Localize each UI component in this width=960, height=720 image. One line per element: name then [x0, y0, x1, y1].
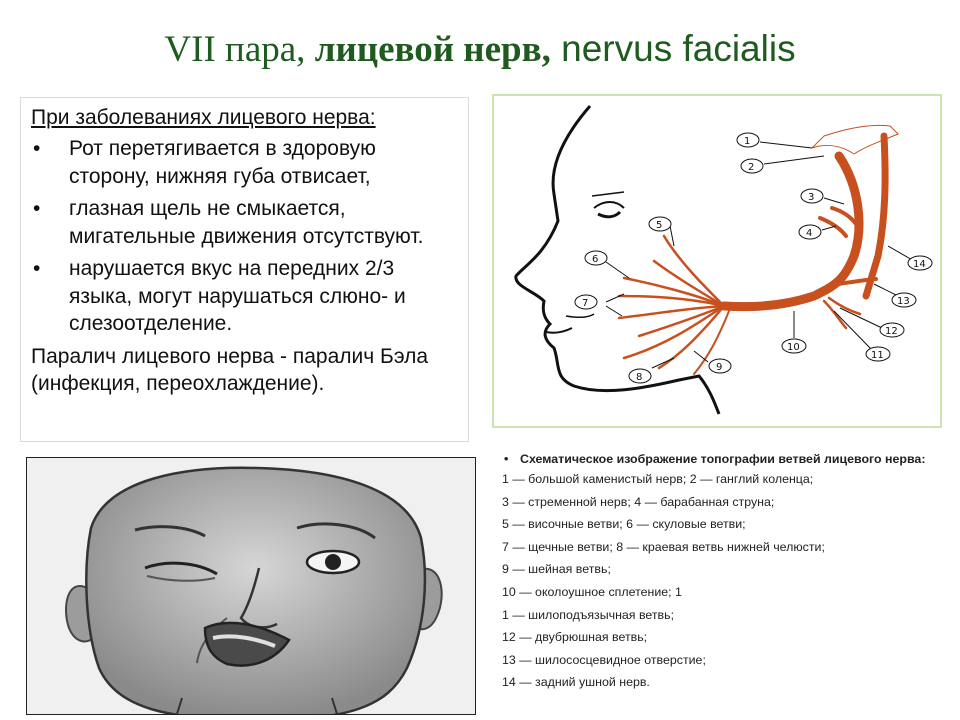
diagram-label-2: 2: [748, 162, 755, 173]
diagram-label-1: 1: [744, 136, 751, 147]
diagram-label-9: 9: [716, 362, 723, 373]
legend-line: 5 — височные ветви; 6 — скуловые ветви;: [502, 517, 746, 532]
legend-line: 9 — шейная ветвь;: [502, 562, 611, 577]
legend-caption: [502, 450, 952, 468]
bullet-icon: •: [33, 197, 41, 220]
bullet-icon: •: [33, 137, 41, 160]
title-part-russian: лицевой нерв,: [314, 29, 551, 70]
diagram-label-11: 11: [871, 350, 884, 361]
diagram-label-14: 14: [913, 259, 926, 270]
legend-line: 1 — большой каменистый нерв; 2 — ганглий коленца;: [502, 472, 814, 486]
facial-nerve-diagram: [492, 94, 942, 428]
symptoms-textbox: [20, 97, 469, 442]
leader-lines: [606, 142, 914, 368]
face-profile-outline: [516, 106, 719, 414]
symptom-item: [31, 135, 458, 190]
head-outline: [86, 468, 425, 714]
facial-nerve-svg: [494, 96, 940, 426]
slide-title: [0, 28, 960, 71]
symptom-item: [31, 195, 458, 250]
legend-line: 10 — околоушное сплетение; 1: [502, 584, 682, 599]
title-part-latin: nervus facialis: [550, 28, 796, 69]
diagram-label-4: 4: [806, 228, 813, 239]
face-mouth-line: [546, 328, 572, 333]
symptoms-list: [31, 135, 458, 338]
bullet-icon: •: [504, 452, 509, 466]
diagram-label-5: 5: [656, 220, 663, 231]
legend-line: 3 — стременной нерв; 4 — барабанная струна;: [502, 494, 775, 509]
bullet-icon: •: [33, 257, 41, 280]
legend-line: 14 — задний ушной нерв.: [502, 675, 650, 690]
diagram-legend: [502, 450, 952, 694]
diagram-label-13: 13: [897, 296, 910, 307]
paralysis-note: Паралич лицевого нерва - паралич Бэла (инфекция, переохлаждение).: [31, 344, 429, 395]
diagram-label-7: 7: [582, 298, 589, 309]
legend-caption-text: Схематическое изображение топографии ветвей лицевого нерва:: [520, 452, 926, 466]
bell-palsy-face-illustration: [26, 457, 476, 715]
face-illustration-svg: [27, 458, 475, 714]
legend-line: 12 — двубрюшная ветвь;: [502, 630, 648, 645]
title-part-roman: VII пара,: [164, 29, 315, 70]
symptoms-header: При заболеваниях лицевого нерва:: [31, 106, 376, 129]
diagram-label-12: 12: [885, 326, 898, 337]
diagram-label-10: 10: [787, 342, 800, 353]
diagram-label-3: 3: [808, 192, 815, 203]
diagram-label-8: 8: [636, 372, 643, 383]
symptom-text: нарушается вкус на передних 2/3 языка, могут нарушаться слюно- и слезоотделение.: [69, 257, 406, 335]
legend-line: 13 — шилососцевидное отверстие;: [502, 652, 706, 667]
legend-line: 1 — шилоподъязычная ветвь;: [502, 607, 675, 622]
diagram-label-6: 6: [592, 254, 599, 265]
legend-line: 7 — щечные ветви; 8 — краевая ветвь нижней челюсти;: [502, 539, 825, 554]
symptom-text: глазная щель не смыкается, мигательные движения отсутствуют.: [69, 197, 424, 248]
symptom-item: [31, 255, 458, 338]
symptom-text: Рот перетягивается в здоровую сторону, нижняя губа отвисает,: [69, 137, 376, 188]
eye-icon: [594, 202, 624, 208]
